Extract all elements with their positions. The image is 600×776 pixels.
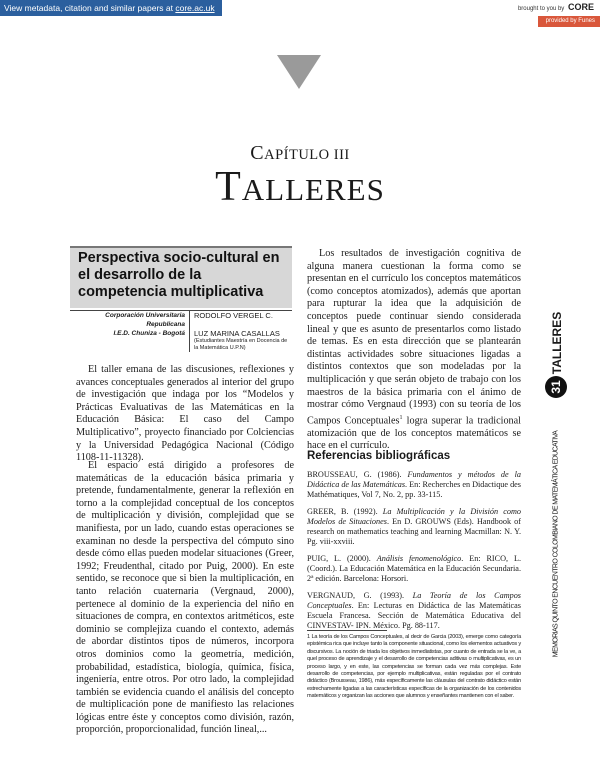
ref-source: . En: Lecturas en Didáctica de las Matemáticas Escuela Francesa. Sección de Matemática Educativa del CINVESTAV- IPN. México. Pg. 88-117. [307,601,521,630]
reference-item [307,470,521,500]
footnote-divider [307,630,387,631]
author-row [70,311,292,329]
author-row [70,338,292,352]
references-heading: Referencias bibliográficas [307,450,451,462]
page-title [0,163,600,211]
side-section-label [546,311,568,375]
author-note: (Estudiantes Maestría en Docencia de la Matemática U.P.N) [194,338,288,351]
chapter-rest: APÍTULO III [264,147,350,163]
body-paragraph-1 [76,364,294,465]
body-paragraph-2 [76,460,294,737]
ref-source: . En: Recherches en Didactique des Mathématiques, Vol 7, No. 2, pp. 33-115. [307,480,521,499]
ref-title: La Multiplicación y la División como Modelos de Situaciones [307,507,521,526]
core-metadata-link[interactable] [0,0,222,16]
body-paragraph-3 [307,248,521,453]
reference-item [307,591,521,631]
side-journal-label [548,404,564,684]
side-section-text: TALLERES [550,311,564,375]
ref-title: Análisis fenomenológico [376,554,462,563]
ref-title: Fundamentos y métodos de la Didáctica de las Matemáticas [307,470,521,489]
core-logo[interactable]: CORE [567,2,594,12]
footnote: 1 La teoría de los Campos Conceptuales, al decir de Garcia (2003), emerge como categoría epistémica rica que incluye tanto la componente situacional, como los elementos actuativos y discursivos. La noción de triada los objetivos inmediatistas, por cuanto de entrada se la ve, a quel proceso de aprendizaje y el desarrollo de competencias aditivas o multiplicativas, es un proceso largo, y en este, las competencias se forman cada vez más complejas. Este desarrollo de competencias, por ejemplo multiplicativas, están reguladas por el contrato didáctico (Brousseau, 1986), más específicamente las cláusulas del contrato didáctico están estrechamente ligadas a las características específicas de la organización de los contenidos matemáticos y organizan las acciones que alumnos y enseñantes mantienen con el saber. [307,634,521,700]
core-brought-text: brought to you by [517,6,565,12]
reference-item [307,507,521,547]
paragraph-text: El espacio está dirigido a profesores de matemáticas de la educación básica primaria y pretende, fundamentalmente, generar la reflexión en torno a la complejidad conceptual de los conceptos de multiplicación y división, complejidad que se manifiesta, por un lado, cuando estas operaciones se examinan no desde la perspectiva del cómputo sino desde cómo ellas pueden modelar situaciones (Greer, 1992; Freudenthal, citado por Puig, 2000). En este sentido, se reconoce que si bien la multiplicación, en tanto relación cuaternaria (Vergnaud, 2000), pertenece al dominio de la experiencia del niño en situaciones de compra, en contextos aritméticos, este dominio se complejiza cuando el contexto, además de abordar distintos tipos de números, incorpora otros dominios como la geometría, medición, probabilidad, estadística, biología, química, física, ingeniería, entre otros. Por otro lado, la complejidad también se evidencia cuando el análisis del concepto de multiplicación pone de manifiesto las relaciones lógicas entre éste y conceptos como división, razón, proporción, proporcionalidad, función lineal,... [76,460,294,736]
ref-source: . En: RICO, L. (Coord.). La Educación Matemática en la Educación Secundaria. 2ª edición. Barcelona: Horsori. [307,554,521,583]
reference-item [307,554,521,584]
core-provided-by[interactable]: provided by Funes [538,16,600,27]
footnote-marker[interactable]: 1 [399,414,403,421]
paragraph-text: El taller emana de las discusiones, reflexiones y avances conceptuales generados al interior del grupo de investigación que indaga por los “Modelos y Prácticas Evaluativas de las Matemáticas en la Educación Básica: El caso del Campo Multiplicativo”, proyecto financiado por Colciencias y la Universidad Pedagógica Nacional (Código 1108-11-11328). [76,364,294,464]
core-brought-by[interactable] [518,2,594,12]
author-name: RODOLFO VERGEL C. [194,311,273,320]
ref-author: BROUSSEAU, G. (1986). [307,470,408,479]
paragraph-text-end: logra superar la tradicional atomización que de los conceptos matemáticos se hace en el currículo. [307,415,522,452]
core-link-text: View metadata, citation and similar papers at [4,3,176,13]
ref-author: VERGNAUD, G. (1993). [307,591,413,600]
author-name: LUZ MARINA CASALLAS [194,329,280,338]
title-rest: ALLERES [241,172,385,207]
core-link-site[interactable]: core.ac.uk [175,3,215,13]
ref-author: GREER, B. (1992). [307,507,383,516]
author-affiliation: I.E.D. Chuniza - Bogotá [70,329,190,338]
chapter-label [0,142,600,165]
title-cap: T [215,164,242,210]
authors-block [70,310,292,352]
ref-author: PUIG, L. (2000). [307,554,377,563]
author-affiliation: Corporación Universitaria Republicana [70,311,190,329]
paragraph-text: Los resultados de investigación cognitiva de alguna manera cuestionan la forma como se presentan en el currículo los conceptos matemáticos (como conceptos atomizados), además que aportan para rupturar la idea que la adquisición de conceptos puede continuar siendo considerada lineal y que es asunto de presentarlos como listado de temas. Es en esta dirección que se plantearán distintas actividades sobre situaciones ligadas a distintos contextos que son modeladas por la multiplicación y que serán objeto de trabajo con los maestros de la básica primaria con el ánimo de mostrar cómo Vergnaud (1993) con su teoría de los Campos Conceptuales [307,248,521,427]
chapter-triangle-icon [277,55,321,89]
page-number: 31 [549,380,563,394]
ref-source: . En D. GROUWS (Eds). Handbook of research on mathematics teaching and learning Macmillan: N. Y. Pg. viii-xxviii. [307,517,522,546]
article-title: Perspectiva socio-cultural en el desarrollo de la competencia multiplicativa [78,250,280,300]
chapter-cap: C [250,142,265,164]
references-list [307,470,521,638]
page-number-badge [545,376,567,398]
author-row [70,329,292,338]
side-journal-text: MEMORIAS QUINTO ENCUENTRO COLOMBIANO DE MATEMÁTICA EDUCATIVA [552,430,560,658]
ref-title: La Teoría de los Campos Conceptuales [307,591,521,610]
author-affiliation-spacer [70,338,190,352]
